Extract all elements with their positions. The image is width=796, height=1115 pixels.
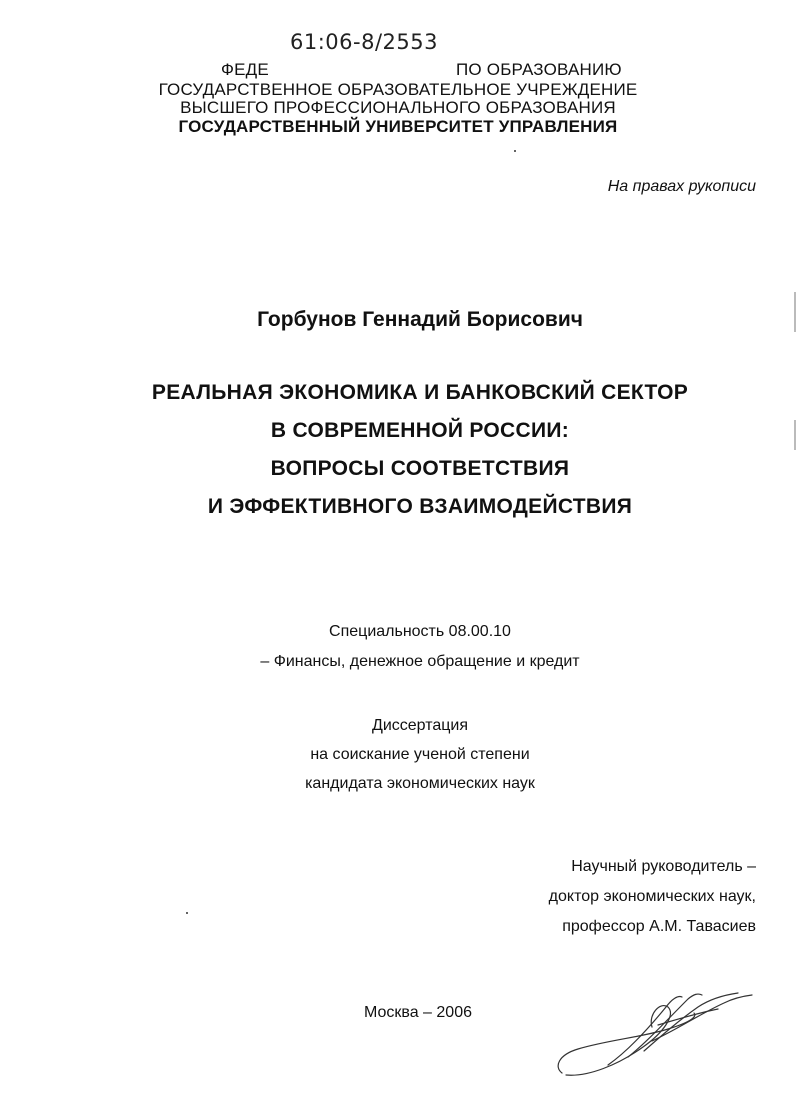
degree-name: кандидата экономических наук — [305, 775, 535, 792]
dissertation-type-block — [0, 711, 796, 798]
header-line-2: ГОСУДАРСТВЕННОЕ ОБРАЗОВАТЕЛЬНОЕ УЧРЕЖДЕНИЕ — [158, 80, 638, 99]
title-line: В СОВРЕМЕННОЙ РОССИИ: — [270, 419, 570, 442]
dissertation-label: Диссертация — [371, 717, 469, 734]
title-line: ВОПРОСЫ СООТВЕТСТВИЯ — [270, 457, 570, 480]
archive-stamp: 61:06-8/2553 — [290, 30, 438, 54]
author-name: Горбунов Геннадий Борисович — [257, 308, 583, 331]
header-line-1-right: ПО ОБРАЗОВАНИЮ — [456, 60, 622, 79]
specialty-name: – Финансы, денежное обращение и кредит — [260, 653, 580, 670]
supervisor-name: профессор А.М. Тавасиев — [562, 918, 756, 935]
dissertation-title — [0, 374, 796, 526]
supervisor-block — [549, 852, 756, 942]
scan-speck — [186, 912, 188, 914]
scan-speck — [514, 150, 516, 152]
supervisor-label: Научный руководитель – — [571, 858, 756, 875]
supervisor-degree: доктор экономических наук, — [548, 888, 756, 905]
title-line: РЕАЛЬНАЯ ЭКОНОМИКА И БАНКОВСКИЙ СЕКТОР — [151, 381, 689, 404]
header-line-3: ВЫСШЕГО ПРОФЕССИОНАЛЬНОГО ОБРАЗОВАНИЯ — [180, 98, 616, 117]
specialty-code: Специальность 08.00.10 — [329, 623, 511, 640]
title-line: И ЭФФЕКТИВНОГО ВЗАИМОДЕЙСТВИЯ — [207, 495, 633, 518]
specialty-block — [0, 617, 796, 677]
degree-purpose: на соискание ученой степени — [310, 746, 530, 763]
manuscript-rights-note: На правах рукописи — [607, 178, 756, 195]
header-line-1-left: ФЕДЕ — [221, 60, 269, 79]
university-name: ГОСУДАРСТВЕННЫЙ УНИВЕРСИТЕТ УПРАВЛЕНИЯ — [178, 117, 618, 136]
city-year: Москва – 2006 — [363, 1004, 472, 1021]
handwritten-signature-icon — [548, 985, 768, 1085]
